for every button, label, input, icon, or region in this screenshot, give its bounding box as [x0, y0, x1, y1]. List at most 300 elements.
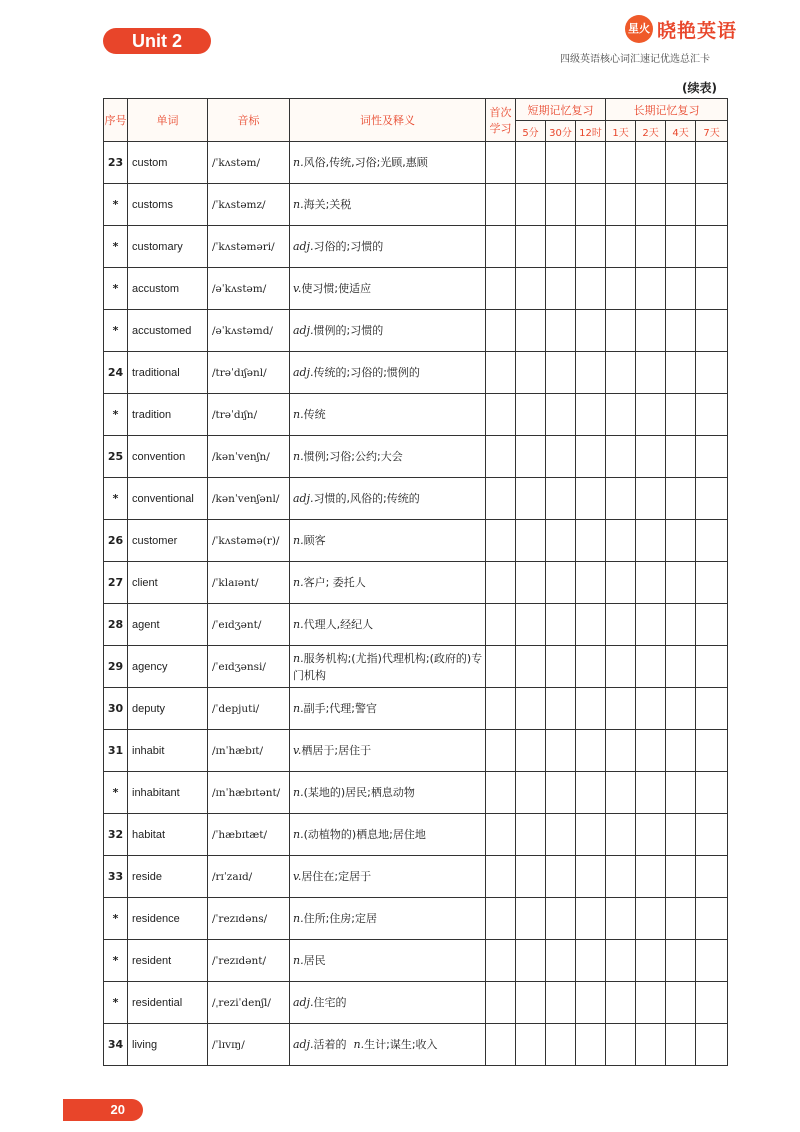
checkbox-long-1day[interactable] — [606, 520, 636, 562]
checkbox-long-7day[interactable] — [696, 520, 728, 562]
checkbox-long-1day[interactable] — [606, 730, 636, 772]
checkbox-short-12h[interactable] — [576, 436, 606, 478]
checkbox-long-1day[interactable] — [606, 310, 636, 352]
meaning: 居住在;定居于 — [301, 870, 372, 883]
checkbox-long-1day[interactable] — [606, 856, 636, 898]
checkbox-long-4day[interactable] — [666, 394, 696, 436]
header-number: 序号 — [104, 99, 128, 142]
row-phonetic: /rɪˈzaɪd/ — [208, 856, 290, 898]
checkbox-long-4day[interactable] — [666, 688, 696, 730]
checkbox-short-30min[interactable] — [546, 184, 576, 226]
checkbox-long-4day[interactable] — [666, 268, 696, 310]
checkbox-first-study[interactable] — [486, 226, 516, 268]
checkbox-long-4day[interactable] — [666, 604, 696, 646]
checkbox-short-30min[interactable] — [546, 436, 576, 478]
checkbox-short-30min[interactable] — [546, 688, 576, 730]
header-phonetic: 音标 — [208, 99, 290, 142]
row-definition — [290, 730, 486, 772]
part-of-speech: n. — [293, 198, 304, 211]
checkbox-long-1day[interactable] — [606, 772, 636, 814]
header-long-1day: 1天 — [606, 121, 636, 142]
checkbox-long-4day[interactable] — [666, 310, 696, 352]
checkbox-short-5min[interactable] — [516, 982, 546, 1024]
row-word: customer — [128, 520, 208, 562]
checkbox-short-12h[interactable] — [576, 898, 606, 940]
part-of-speech: adj. — [293, 324, 314, 337]
checkbox-short-12h[interactable] — [576, 226, 606, 268]
checkbox-long-1day[interactable] — [606, 982, 636, 1024]
row-word: conventional — [128, 478, 208, 520]
row-number: 32 — [104, 814, 128, 856]
checkbox-first-study[interactable] — [486, 982, 516, 1024]
row-definition — [290, 520, 486, 562]
checkbox-long-7day[interactable] — [696, 142, 728, 184]
checkbox-long-4day[interactable] — [666, 184, 696, 226]
row-number: 34 — [104, 1024, 128, 1066]
checkbox-short-12h[interactable] — [576, 1024, 606, 1066]
row-word: convention — [128, 436, 208, 478]
row-phonetic: /ˈlɪvɪŋ/ — [208, 1024, 290, 1066]
row-definition — [290, 814, 486, 856]
row-number: * — [104, 772, 128, 814]
checkbox-short-30min[interactable] — [546, 940, 576, 982]
checkbox-long-7day[interactable] — [696, 436, 728, 478]
checkbox-short-30min[interactable] — [546, 730, 576, 772]
meaning: 习惯的,风俗的;传统的 — [313, 492, 420, 505]
checkbox-long-4day[interactable] — [666, 772, 696, 814]
checkbox-short-12h[interactable] — [576, 520, 606, 562]
checkbox-short-30min[interactable] — [546, 142, 576, 184]
checkbox-long-2day[interactable] — [636, 730, 666, 772]
row-definition — [290, 1024, 486, 1066]
meaning: 活着的 — [313, 1038, 347, 1051]
checkbox-short-5min[interactable] — [516, 1024, 546, 1066]
checkbox-short-30min[interactable] — [546, 226, 576, 268]
checkbox-short-12h[interactable] — [576, 142, 606, 184]
row-number: * — [104, 478, 128, 520]
checkbox-short-12h[interactable] — [576, 772, 606, 814]
checkbox-long-1day[interactable] — [606, 394, 636, 436]
checkbox-long-7day[interactable] — [696, 814, 728, 856]
checkbox-short-30min[interactable] — [546, 982, 576, 1024]
meaning: 海关;关税 — [303, 198, 352, 211]
checkbox-first-study[interactable] — [486, 940, 516, 982]
meaning: 客户; 委托人 — [303, 576, 366, 589]
row-phonetic: /ˈkʌstəməri/ — [208, 226, 290, 268]
checkbox-long-1day[interactable] — [606, 688, 636, 730]
table-row — [104, 982, 728, 1024]
checkbox-long-1day[interactable] — [606, 268, 636, 310]
checkbox-long-2day[interactable] — [636, 184, 666, 226]
part-of-speech-2: n. — [353, 1038, 365, 1051]
row-definition — [290, 394, 486, 436]
checkbox-long-2day[interactable] — [636, 352, 666, 394]
checkbox-short-12h[interactable] — [576, 814, 606, 856]
checkbox-long-1day[interactable] — [606, 940, 636, 982]
meaning-2: 生计;谋生;收入 — [364, 1038, 438, 1051]
checkbox-long-2day[interactable] — [636, 856, 666, 898]
row-definition — [290, 772, 486, 814]
meaning: 顾客 — [303, 534, 326, 547]
row-phonetic: /ˈeɪdʒənsi/ — [208, 646, 290, 688]
checkbox-long-4day[interactable] — [666, 730, 696, 772]
checkbox-first-study[interactable] — [486, 1024, 516, 1066]
checkbox-long-7day[interactable] — [696, 646, 728, 688]
checkbox-long-1day[interactable] — [606, 562, 636, 604]
checkbox-long-2day[interactable] — [636, 436, 666, 478]
row-phonetic: /ˈklaɪənt/ — [208, 562, 290, 604]
checkbox-short-30min[interactable] — [546, 310, 576, 352]
checkbox-first-study[interactable] — [486, 604, 516, 646]
checkbox-long-7day[interactable] — [696, 352, 728, 394]
checkbox-long-7day[interactable] — [696, 226, 728, 268]
meaning: 栖居于;居住于 — [301, 744, 372, 757]
meaning: 居民 — [303, 954, 326, 967]
checkbox-long-7day[interactable] — [696, 310, 728, 352]
checkbox-long-2day[interactable] — [636, 520, 666, 562]
part-of-speech: adj. — [293, 492, 314, 505]
header-word: 单词 — [128, 99, 208, 142]
row-phonetic: /trəˈdɪʃn/ — [208, 394, 290, 436]
checkbox-first-study[interactable] — [486, 142, 516, 184]
table-row — [104, 898, 728, 940]
checkbox-short-12h[interactable] — [576, 730, 606, 772]
part-of-speech: n. — [293, 156, 304, 169]
checkbox-first-study[interactable] — [486, 646, 516, 688]
checkbox-long-4day[interactable] — [666, 940, 696, 982]
header-definition: 词性及释义 — [290, 99, 486, 142]
part-of-speech: adj. — [293, 1038, 314, 1051]
checkbox-short-12h[interactable] — [576, 940, 606, 982]
checkbox-long-1day[interactable] — [606, 898, 636, 940]
meaning: (某地的)居民;栖息动物 — [303, 786, 415, 799]
checkbox-short-12h[interactable] — [576, 394, 606, 436]
table-row — [104, 226, 728, 268]
checkbox-short-30min[interactable] — [546, 856, 576, 898]
header-long-2day: 2天 — [636, 121, 666, 142]
row-number: * — [104, 898, 128, 940]
checkbox-long-4day[interactable] — [666, 814, 696, 856]
meaning: 传统的;习俗的;惯例的 — [313, 366, 420, 379]
header-long-review: 长期记忆复习 — [606, 99, 728, 121]
row-definition — [290, 562, 486, 604]
row-number: 30 — [104, 688, 128, 730]
checkbox-long-7day[interactable] — [696, 268, 728, 310]
checkbox-short-5min[interactable] — [516, 646, 546, 688]
row-phonetic: /kənˈvenʃn/ — [208, 436, 290, 478]
part-of-speech: n. — [293, 408, 304, 421]
header-short-5min: 5分 — [516, 121, 546, 142]
checkbox-short-30min[interactable] — [546, 814, 576, 856]
row-word: agent — [128, 604, 208, 646]
row-phonetic: /kənˈvenʃənl/ — [208, 478, 290, 520]
checkbox-short-30min[interactable] — [546, 478, 576, 520]
checkbox-long-2day[interactable] — [636, 982, 666, 1024]
row-number: 29 — [104, 646, 128, 688]
table-row — [104, 142, 728, 184]
checkbox-long-4day[interactable] — [666, 352, 696, 394]
checkbox-short-5min[interactable] — [516, 562, 546, 604]
table-row — [104, 856, 728, 898]
row-phonetic: /trəˈdɪʃənl/ — [208, 352, 290, 394]
checkbox-short-12h[interactable] — [576, 478, 606, 520]
checkbox-long-4day[interactable] — [666, 562, 696, 604]
checkbox-long-2day[interactable] — [636, 772, 666, 814]
row-definition — [290, 604, 486, 646]
row-definition — [290, 898, 486, 940]
checkbox-first-study[interactable] — [486, 436, 516, 478]
checkbox-long-2day[interactable] — [636, 478, 666, 520]
brand-name: 晓艳英语 — [657, 19, 738, 42]
row-phonetic: /ˌreziˈdenʃl/ — [208, 982, 290, 1024]
checkbox-long-7day[interactable] — [696, 982, 728, 1024]
row-number: * — [104, 394, 128, 436]
checkbox-first-study[interactable] — [486, 268, 516, 310]
row-definition — [290, 184, 486, 226]
checkbox-long-2day[interactable] — [636, 226, 666, 268]
checkbox-long-4day[interactable] — [666, 478, 696, 520]
row-number: 27 — [104, 562, 128, 604]
checkbox-long-4day[interactable] — [666, 898, 696, 940]
checkbox-long-2day[interactable] — [636, 268, 666, 310]
checkbox-long-1day[interactable] — [606, 352, 636, 394]
checkbox-short-5min[interactable] — [516, 142, 546, 184]
checkbox-long-7day[interactable] — [696, 898, 728, 940]
meaning: 风俗,传统,习俗;光顾,惠顾 — [303, 156, 428, 169]
checkbox-long-2day[interactable] — [636, 1024, 666, 1066]
header-short-30min: 30分 — [546, 121, 576, 142]
checkbox-short-5min[interactable] — [516, 772, 546, 814]
header-short-review: 短期记忆复习 — [516, 99, 606, 121]
checkbox-short-30min[interactable] — [546, 520, 576, 562]
header-long-4day: 4天 — [666, 121, 696, 142]
checkbox-long-1day[interactable] — [606, 646, 636, 688]
checkbox-long-4day[interactable] — [666, 226, 696, 268]
row-definition — [290, 688, 486, 730]
checkbox-long-7day[interactable] — [696, 688, 728, 730]
row-word: custom — [128, 142, 208, 184]
checkbox-long-2day[interactable] — [636, 898, 666, 940]
checkbox-short-5min[interactable] — [516, 730, 546, 772]
table-row — [104, 646, 728, 688]
checkbox-first-study[interactable] — [486, 898, 516, 940]
checkbox-short-30min[interactable] — [546, 772, 576, 814]
checkbox-long-2day[interactable] — [636, 688, 666, 730]
checkbox-long-4day[interactable] — [666, 856, 696, 898]
checkbox-long-2day[interactable] — [636, 940, 666, 982]
checkbox-short-30min[interactable] — [546, 562, 576, 604]
checkbox-long-7day[interactable] — [696, 730, 728, 772]
checkbox-long-7day[interactable] — [696, 856, 728, 898]
checkbox-short-12h[interactable] — [576, 982, 606, 1024]
row-number: * — [104, 184, 128, 226]
table-row — [104, 772, 728, 814]
brand-logo-icon: 星火 — [625, 15, 653, 43]
checkbox-long-1day[interactable] — [606, 814, 636, 856]
checkbox-short-30min[interactable] — [546, 1024, 576, 1066]
row-number: * — [104, 310, 128, 352]
checkbox-first-study[interactable] — [486, 730, 516, 772]
checkbox-short-30min[interactable] — [546, 268, 576, 310]
checkbox-short-12h[interactable] — [576, 352, 606, 394]
checkbox-short-12h[interactable] — [576, 268, 606, 310]
row-word: client — [128, 562, 208, 604]
row-word: inhabit — [128, 730, 208, 772]
checkbox-short-5min[interactable] — [516, 520, 546, 562]
row-word: customary — [128, 226, 208, 268]
row-number: 31 — [104, 730, 128, 772]
checkbox-short-5min[interactable] — [516, 604, 546, 646]
checkbox-short-30min[interactable] — [546, 898, 576, 940]
checkbox-long-1day[interactable] — [606, 604, 636, 646]
checkbox-long-2day[interactable] — [636, 604, 666, 646]
checkbox-first-study[interactable] — [486, 184, 516, 226]
checkbox-long-7day[interactable] — [696, 478, 728, 520]
checkbox-short-30min[interactable] — [546, 352, 576, 394]
checkbox-short-12h[interactable] — [576, 646, 606, 688]
header-short-12h: 12时 — [576, 121, 606, 142]
checkbox-long-1day[interactable] — [606, 1024, 636, 1066]
row-phonetic: /ɪnˈhæbɪtənt/ — [208, 772, 290, 814]
meaning: 习俗的;习惯的 — [313, 240, 384, 253]
checkbox-long-7day[interactable] — [696, 1024, 728, 1066]
table-row — [104, 730, 728, 772]
row-phonetic: /əˈkʌstəm/ — [208, 268, 290, 310]
checkbox-long-4day[interactable] — [666, 520, 696, 562]
checkbox-long-4day[interactable] — [666, 1024, 696, 1066]
checkbox-long-2day[interactable] — [636, 646, 666, 688]
checkbox-long-4day[interactable] — [666, 982, 696, 1024]
checkbox-long-7day[interactable] — [696, 394, 728, 436]
row-phonetic: /ˈkʌstəm/ — [208, 142, 290, 184]
checkbox-long-2day[interactable] — [636, 562, 666, 604]
checkbox-first-study[interactable] — [486, 814, 516, 856]
checkbox-long-4day[interactable] — [666, 436, 696, 478]
part-of-speech: n. — [293, 954, 304, 967]
checkbox-long-1day[interactable] — [606, 184, 636, 226]
checkbox-short-5min[interactable] — [516, 856, 546, 898]
checkbox-first-study[interactable] — [486, 688, 516, 730]
table-row — [104, 310, 728, 352]
checkbox-first-study[interactable] — [486, 772, 516, 814]
checkbox-short-5min[interactable] — [516, 184, 546, 226]
checkbox-short-5min[interactable] — [516, 394, 546, 436]
row-number: 23 — [104, 142, 128, 184]
checkbox-long-7day[interactable] — [696, 184, 728, 226]
checkbox-long-4day[interactable] — [666, 142, 696, 184]
continued-label: (续表) — [682, 81, 717, 95]
checkbox-short-30min[interactable] — [546, 394, 576, 436]
checkbox-long-7day[interactable] — [696, 772, 728, 814]
checkbox-first-study[interactable] — [486, 562, 516, 604]
part-of-speech: adj. — [293, 996, 314, 1009]
row-phonetic: /ˈrezɪdənt/ — [208, 940, 290, 982]
row-phonetic: /ɪnˈhæbɪt/ — [208, 730, 290, 772]
row-word: deputy — [128, 688, 208, 730]
part-of-speech: n. — [293, 618, 304, 631]
checkbox-long-1day[interactable] — [606, 436, 636, 478]
checkbox-short-12h[interactable] — [576, 856, 606, 898]
row-number: 25 — [104, 436, 128, 478]
table-row — [104, 184, 728, 226]
checkbox-long-2day[interactable] — [636, 394, 666, 436]
checkbox-long-1day[interactable] — [606, 478, 636, 520]
row-definition — [290, 940, 486, 982]
checkbox-long-1day[interactable] — [606, 226, 636, 268]
checkbox-short-5min[interactable] — [516, 898, 546, 940]
row-word: habitat — [128, 814, 208, 856]
row-number: * — [104, 268, 128, 310]
table-row — [104, 394, 728, 436]
checkbox-long-2day[interactable] — [636, 310, 666, 352]
checkbox-short-5min[interactable] — [516, 814, 546, 856]
checkbox-long-1day[interactable] — [606, 142, 636, 184]
part-of-speech: adj. — [293, 366, 314, 379]
part-of-speech: n. — [293, 828, 304, 841]
row-definition — [290, 352, 486, 394]
row-definition — [290, 646, 486, 688]
row-word: residence — [128, 898, 208, 940]
checkbox-short-5min[interactable] — [516, 226, 546, 268]
row-phonetic: /ˈkʌstəmz/ — [208, 184, 290, 226]
checkbox-long-2day[interactable] — [636, 142, 666, 184]
row-word: customs — [128, 184, 208, 226]
checkbox-first-study[interactable] — [486, 520, 516, 562]
checkbox-long-7day[interactable] — [696, 562, 728, 604]
row-phonetic: /əˈkʌstəmd/ — [208, 310, 290, 352]
checkbox-first-study[interactable] — [486, 478, 516, 520]
checkbox-short-5min[interactable] — [516, 268, 546, 310]
checkbox-first-study[interactable] — [486, 310, 516, 352]
checkbox-short-12h[interactable] — [576, 184, 606, 226]
checkbox-first-study[interactable] — [486, 856, 516, 898]
row-number: * — [104, 226, 128, 268]
checkbox-short-5min[interactable] — [516, 436, 546, 478]
row-definition — [290, 856, 486, 898]
meaning: 使习惯;使适应 — [301, 282, 372, 295]
meaning: 惯例的;习惯的 — [313, 324, 384, 337]
checkbox-short-5min[interactable] — [516, 310, 546, 352]
table-row — [104, 940, 728, 982]
checkbox-first-study[interactable] — [486, 352, 516, 394]
checkbox-short-5min[interactable] — [516, 940, 546, 982]
checkbox-first-study[interactable] — [486, 394, 516, 436]
row-number: 24 — [104, 352, 128, 394]
checkbox-long-4day[interactable] — [666, 646, 696, 688]
checkbox-short-12h[interactable] — [576, 310, 606, 352]
checkbox-long-7day[interactable] — [696, 940, 728, 982]
part-of-speech: v. — [293, 870, 302, 883]
checkbox-short-5min[interactable] — [516, 352, 546, 394]
row-definition — [290, 310, 486, 352]
checkbox-short-12h[interactable] — [576, 688, 606, 730]
table-row — [104, 1024, 728, 1066]
meaning: 传统 — [303, 408, 326, 421]
checkbox-short-5min[interactable] — [516, 478, 546, 520]
row-number: 26 — [104, 520, 128, 562]
checkbox-long-7day[interactable] — [696, 604, 728, 646]
row-number: 28 — [104, 604, 128, 646]
checkbox-short-5min[interactable] — [516, 688, 546, 730]
header-long-7day: 7天 — [696, 121, 728, 142]
checkbox-short-30min[interactable] — [546, 604, 576, 646]
checkbox-short-12h[interactable] — [576, 562, 606, 604]
checkbox-short-30min[interactable] — [546, 646, 576, 688]
checkbox-short-12h[interactable] — [576, 604, 606, 646]
row-word: residential — [128, 982, 208, 1024]
checkbox-long-2day[interactable] — [636, 814, 666, 856]
row-definition — [290, 982, 486, 1024]
